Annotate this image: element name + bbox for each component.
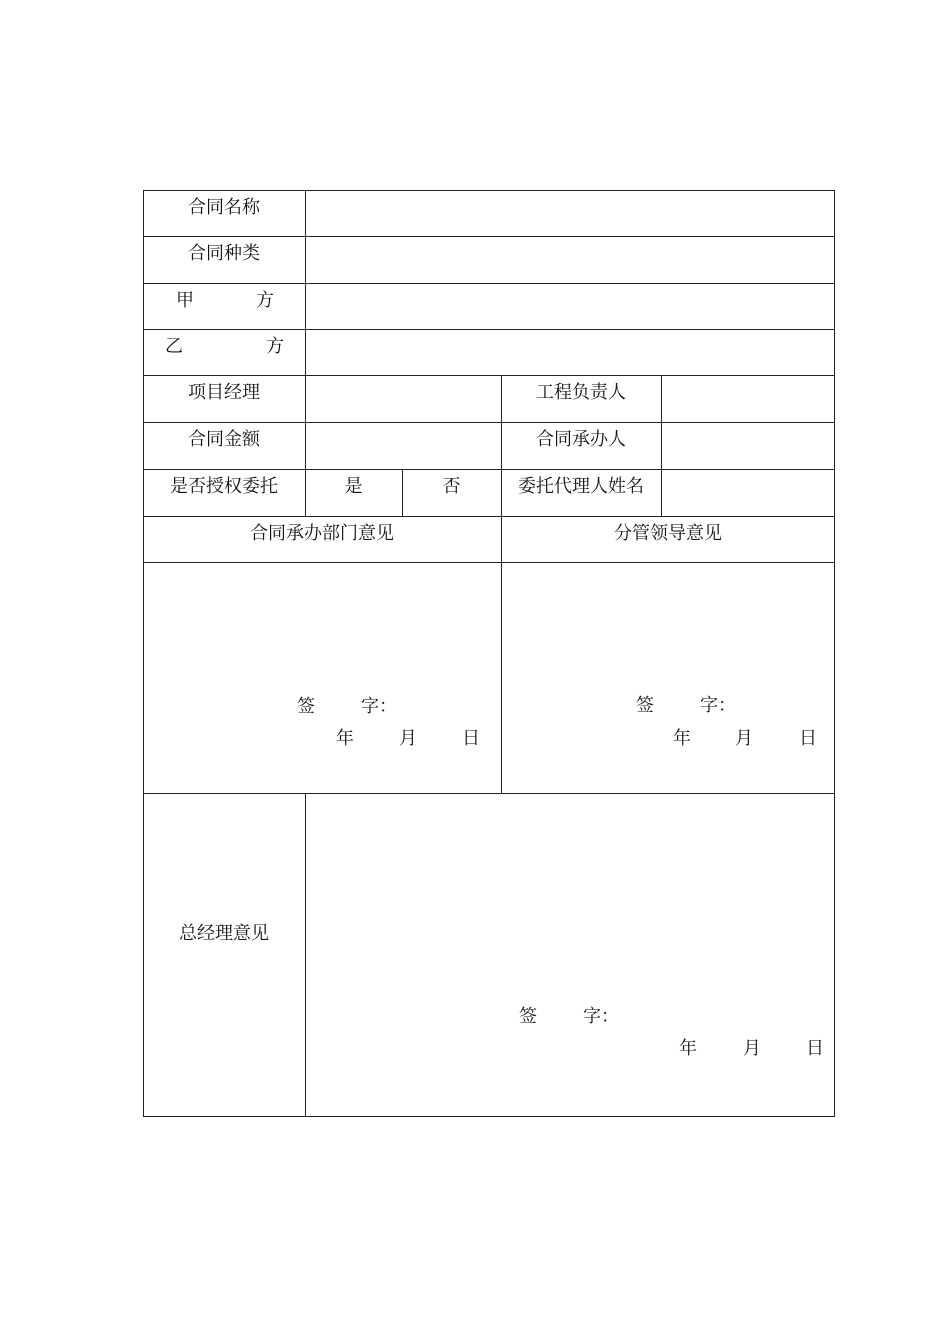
leader-sign-colon: 字： [700, 695, 736, 716]
party-a-label-2: 方 [256, 290, 274, 311]
engineering-lead-label: 工程负责人 [536, 382, 626, 403]
contract-type-label: 合同种类 [188, 243, 260, 264]
grid-line [143, 469, 835, 470]
leader-opinion-header: 分管领导意见 [614, 523, 722, 544]
grid-line [143, 236, 835, 237]
project-manager-label: 项目经理 [188, 382, 260, 403]
gm-date-month: 月 [743, 1038, 761, 1059]
party-b-label-1: 乙 [165, 336, 183, 357]
grid-line [834, 190, 835, 1117]
grid-line [143, 562, 835, 563]
gm-sign-label: 签 [519, 1006, 537, 1027]
gm-date-year: 年 [679, 1038, 697, 1059]
grid-line [143, 1116, 835, 1117]
leader-sign-label: 签 [636, 695, 654, 716]
leader-date-year: 年 [673, 728, 691, 749]
dept-sign-colon: 字： [361, 696, 397, 717]
dept-opinion-header: 合同承办部门意见 [250, 523, 394, 544]
party-b-label-2: 方 [266, 336, 284, 357]
contract-approval-form [143, 190, 835, 1117]
gm-opinion-label: 总经理意见 [179, 923, 269, 944]
authorized-yes: 是 [344, 476, 363, 497]
authorized-no: 否 [442, 476, 461, 497]
grid-line [143, 283, 835, 284]
grid-line [143, 190, 835, 191]
grid-line [143, 375, 835, 376]
party-a-label-1: 甲 [176, 290, 194, 311]
grid-line [305, 793, 306, 1117]
authorized-label: 是否授权委托 [170, 476, 278, 497]
contract-amount-label: 合同金额 [188, 429, 260, 450]
dept-date-month: 月 [399, 728, 417, 749]
grid-line [143, 516, 835, 517]
leader-date-month: 月 [735, 728, 753, 749]
leader-date-day: 日 [799, 728, 817, 749]
agent-name-label: 委托代理人姓名 [518, 476, 644, 497]
dept-sign-label: 签 [297, 696, 315, 717]
grid-line [661, 375, 662, 516]
gm-date-day: 日 [806, 1038, 824, 1059]
dept-date-year: 年 [336, 728, 354, 749]
grid-line [143, 793, 835, 794]
gm-sign-colon: 字： [583, 1006, 619, 1027]
grid-line [305, 190, 306, 516]
grid-line [143, 329, 835, 330]
contract-name-label: 合同名称 [188, 197, 260, 218]
contract-handler-label: 合同承办人 [536, 429, 626, 450]
dept-date-day: 日 [462, 728, 480, 749]
grid-line [143, 190, 144, 1117]
grid-line [143, 422, 835, 423]
